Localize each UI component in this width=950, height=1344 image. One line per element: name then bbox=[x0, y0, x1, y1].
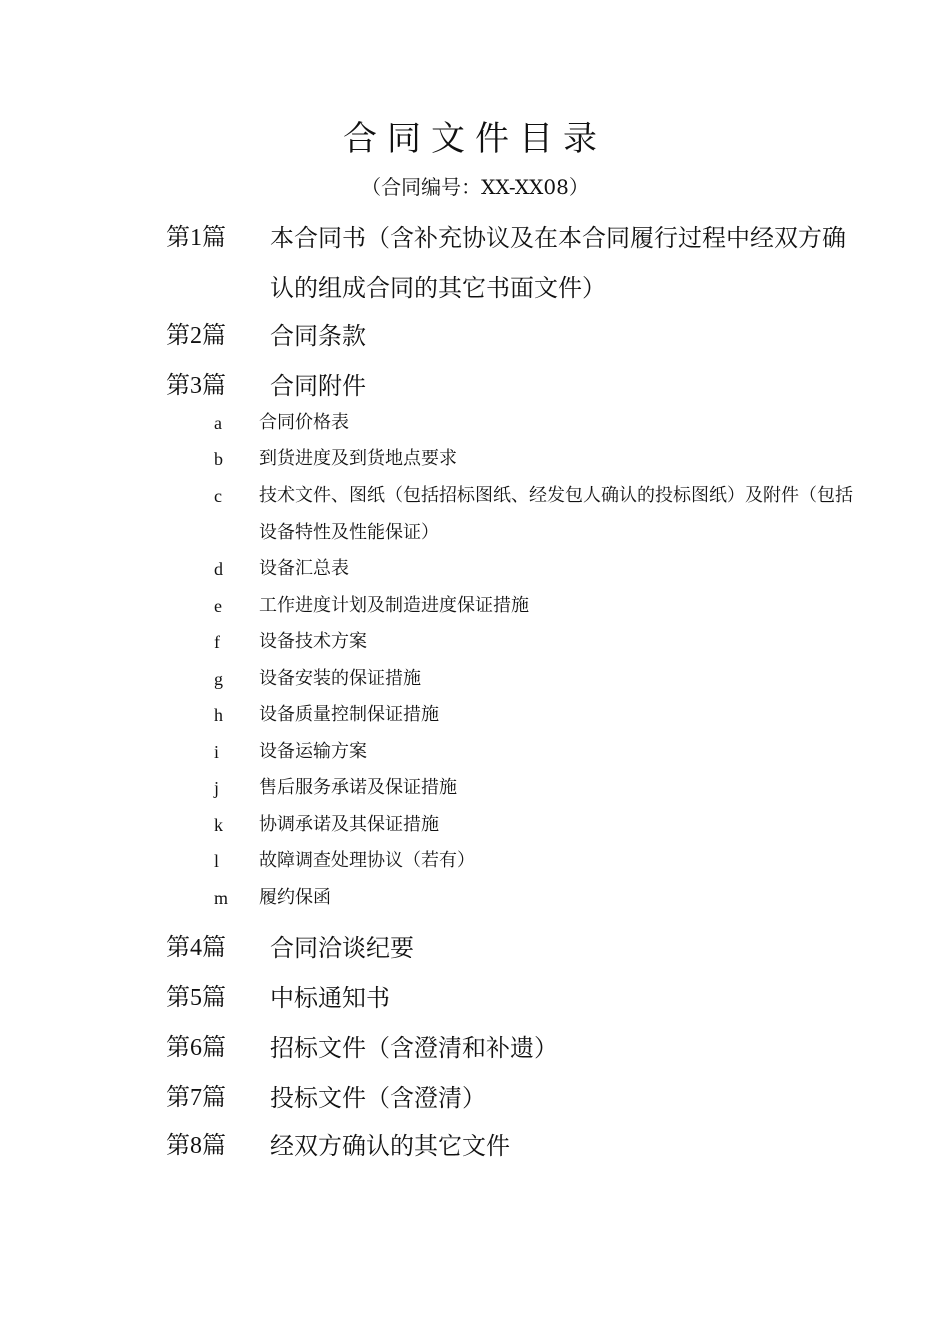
attachment-item-l bbox=[214, 843, 864, 880]
attachment-title: 售后服务承诺及保证措施 bbox=[259, 777, 457, 798]
attachment-letter: f bbox=[214, 632, 220, 652]
section-7 bbox=[166, 1073, 866, 1123]
attachment-title: 设备汇总表 bbox=[259, 558, 349, 579]
attachment-title: 技术文件、图纸（包括招标图纸、经发包人确认的投标图纸）及附件（包括设备特性及性能保证） bbox=[259, 485, 853, 543]
attachment-letter: m bbox=[214, 888, 229, 908]
section-title: 合同条款 bbox=[270, 322, 366, 350]
attachment-item-e bbox=[214, 588, 864, 625]
attachment-letter: a bbox=[214, 413, 222, 433]
attachment-title: 到货进度及到货地点要求 bbox=[259, 448, 457, 469]
section-number: 第3篇 bbox=[166, 373, 226, 399]
section-number: 第7篇 bbox=[166, 1085, 226, 1111]
section-title: 经双方确认的其它文件 bbox=[270, 1132, 510, 1160]
section-title: 中标通知书 bbox=[270, 984, 390, 1012]
section-title: 合同洽谈纪要 bbox=[270, 934, 414, 962]
attachment-item-g bbox=[214, 661, 864, 698]
section-1 bbox=[166, 213, 866, 313]
attachment-item-f bbox=[214, 624, 864, 661]
attachment-item-m bbox=[214, 880, 864, 917]
attachment-item-c bbox=[214, 478, 864, 551]
attachment-letter: g bbox=[214, 669, 223, 689]
attachment-item-k bbox=[214, 807, 864, 844]
section-number: 第4篇 bbox=[166, 935, 226, 961]
section-number: 第6篇 bbox=[166, 1035, 226, 1061]
section-5 bbox=[166, 973, 866, 1023]
attachment-title: 履约保函 bbox=[259, 887, 331, 908]
attachment-letter: c bbox=[214, 486, 222, 506]
attachment-title: 故障调查处理协议（若有） bbox=[259, 850, 475, 871]
attachment-item-h bbox=[214, 697, 864, 734]
section-number: 第8篇 bbox=[166, 1133, 226, 1159]
attachment-letter: h bbox=[214, 705, 223, 725]
section-title: 本合同书（含补充协议及在本合同履行过程中经双方确认的组成合同的其它书面文件） bbox=[270, 224, 846, 302]
section-6 bbox=[166, 1023, 866, 1073]
attachment-title: 工作进度计划及制造进度保证措施 bbox=[259, 595, 529, 616]
attachment-title: 合同价格表 bbox=[259, 412, 349, 433]
section-2 bbox=[166, 311, 866, 361]
attachment-item-b bbox=[214, 441, 864, 478]
section-3 bbox=[166, 361, 866, 411]
attachment-title: 设备安装的保证措施 bbox=[259, 668, 421, 689]
attachment-letter: b bbox=[214, 449, 223, 469]
section-title: 合同附件 bbox=[270, 372, 366, 400]
section-8 bbox=[166, 1121, 866, 1171]
section-title: 投标文件（含澄清） bbox=[270, 1084, 486, 1112]
attachment-letter: l bbox=[214, 851, 220, 871]
section-number: 第5篇 bbox=[166, 985, 226, 1011]
section-title: 招标文件（含澄清和补遗） bbox=[270, 1034, 558, 1062]
attachment-letter: d bbox=[214, 559, 223, 579]
attachment-title: 协调承诺及其保证措施 bbox=[259, 814, 439, 835]
attachment-item-i bbox=[214, 734, 864, 771]
attachment-title: 设备质量控制保证措施 bbox=[259, 704, 439, 725]
section-number: 第2篇 bbox=[166, 323, 226, 349]
section-4 bbox=[166, 923, 866, 973]
contract-number: （合同编号：XX-XX08） bbox=[361, 175, 589, 199]
page-title: 合同文件目录 bbox=[343, 119, 607, 159]
attachment-letter: k bbox=[214, 815, 223, 835]
attachment-item-a bbox=[214, 405, 864, 442]
attachment-item-j bbox=[214, 770, 864, 807]
attachment-item-d bbox=[214, 551, 864, 588]
attachment-letter: e bbox=[214, 596, 222, 616]
attachment-letter: i bbox=[214, 742, 220, 762]
attachment-title: 设备运输方案 bbox=[259, 741, 367, 762]
attachment-title: 设备技术方案 bbox=[259, 631, 367, 652]
section-number: 第1篇 bbox=[166, 225, 226, 251]
attachment-letter: j bbox=[214, 778, 220, 798]
